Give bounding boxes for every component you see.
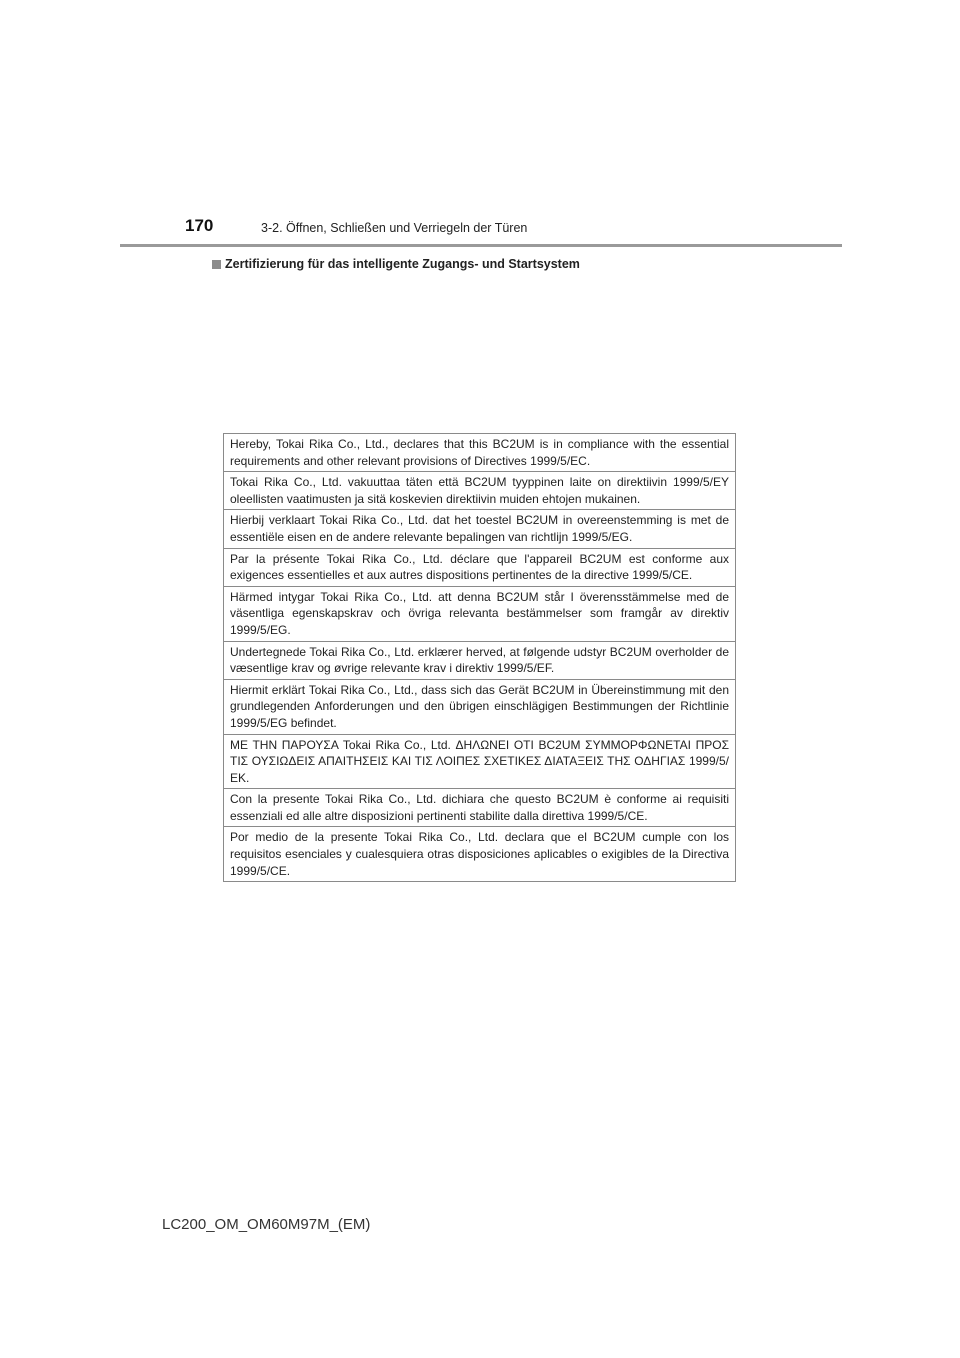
declaration-sv: Härmed intygar Tokai Rika Co., Ltd. att denna BC2UM står I överensstämmelse med de väsentliga egenskapskrav och övriga relevanta bestämmelser som framgår av direktiv 1999/5/EG. — [224, 586, 736, 641]
declaration-fr: Par la présente Tokai Rika Co., Ltd. déclare que l'appareil BC2UM est conforme aux exigences essentielles et aux autres dispositions pertinentes de la directive 1999/5/CE. — [224, 548, 736, 586]
subheading — [212, 257, 580, 271]
section-title: 3-2. Öffnen, Schließen und Verriegeln der Türen — [261, 221, 528, 235]
declaration-nl: Hierbij verklaart Tokai Rika Co., Ltd. dat het toestel BC2UM in overeenstemming is met de essentiële eisen en de andere relevante bepalingen van richtlijn 1999/5/EG. — [224, 510, 736, 548]
certification-table — [223, 433, 736, 882]
table-row — [224, 548, 736, 586]
table-row — [224, 679, 736, 734]
declaration-it: Con la presente Tokai Rika Co., Ltd. dichiara che questo BC2UM è conforme ai requisiti essenziali ed alle altre disposizioni pertinenti stabilite dalla direttiva 1999/5/CE. — [224, 789, 736, 827]
declaration-fi: Tokai Rika Co., Ltd. vakuuttaa täten että BC2UM tyyppinen laite on direktiivin 1999/5/EY oleellisten vaatimusten ja sitä koskevien direktiivin muiden ehtojen mukainen. — [224, 472, 736, 510]
table-row — [224, 510, 736, 548]
declaration-en: Hereby, Tokai Rika Co., Ltd., declares that this BC2UM is in compliance with the essential requirements and other relevant provisions of Directives 1999/5/EC. — [230, 437, 729, 468]
table-row — [224, 434, 736, 472]
table-row — [224, 734, 736, 789]
page-number: 170 — [185, 216, 214, 235]
header-rule — [120, 244, 842, 247]
table-row — [224, 827, 736, 882]
square-bullet-icon — [212, 260, 221, 269]
declaration-de: Hiermit erklärt Tokai Rika Co., Ltd., dass sich das Gerät BC2UM in Übereinstimmung mit den grundlegenden Anforderungen und den übrigen einschlägigen Bestimmungen der Richtlinie 1999/5/EG befindet. — [224, 679, 736, 734]
declaration-el: ΜΕ ΤΗΝ ΠΑΡΟΥΣΑ Tokai Rika Co., Ltd. ΔΗΛΩΝΕΙ ΟΤΙ BC2UM ΣΥΜΜΟΡΦΩΝΕΤΑΙ ΠΡΟΣ ΤΙΣ ΟΥΣΙΩΔΕΙΣ ΑΠΑΙΤΗΣΕΙΣ ΚΑΙ ΤΙΣ ΛΟΙΠΕΣ ΣΧΕΤΙΚΕΣ ΔΙΑΤΑΞΕΙΣ ΤΗΣ ΟΔΗΓΙΑΣ 1999/5/ΕΚ. — [224, 734, 736, 789]
table-row — [224, 789, 736, 827]
declaration-es: Por medio de la presente Tokai Rika Co., Ltd. declara que el BC2UM cumple con los requisitos esenciales y cualesquiera otras disposiciones aplicables o exigibles de la Directiva 1999/5/CE. — [224, 827, 736, 882]
table-row — [224, 641, 736, 679]
declaration-da: Undertegnede Tokai Rika Co., Ltd. erklærer herved, at følgende udstyr BC2UM overholder de væsentlige krav og øvrige relevante krav i direktiv 1999/5/EF. — [224, 641, 736, 679]
footer-document-code: LC200_OM_OM60M97M_(EM) — [162, 1216, 371, 1233]
table-row — [224, 472, 736, 510]
subheading-text: Zertifizierung für das intelligente Zugangs- und Startsystem — [225, 257, 580, 271]
table-row — [224, 586, 736, 641]
